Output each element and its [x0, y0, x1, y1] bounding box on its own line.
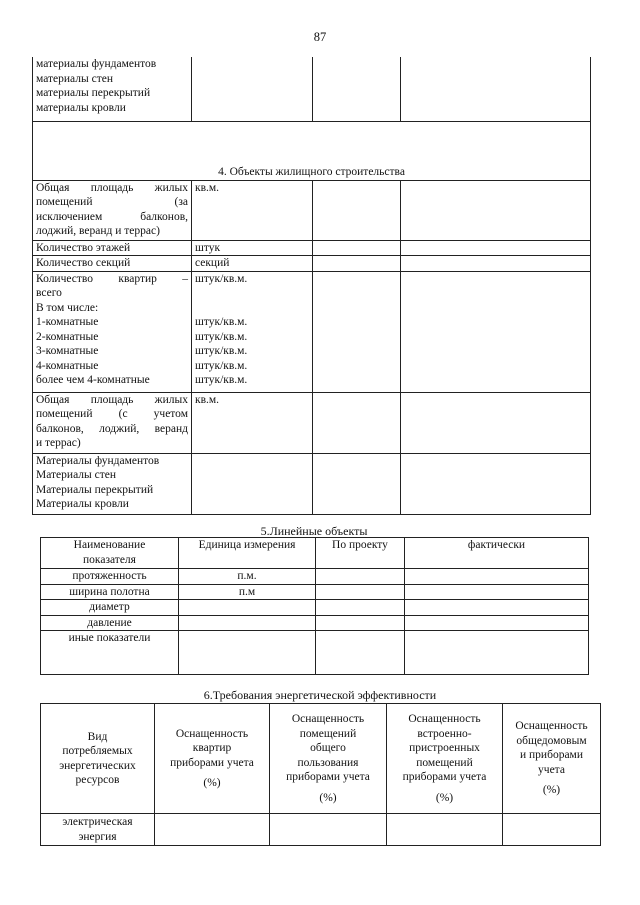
building-metering-header: Оснащенность общедомовым и приборами учета (%)	[503, 704, 601, 814]
floors-label: Количество этажей	[33, 240, 192, 256]
total-area-label: Общая площадь жилых помещений (за исключением балконов, лоджий, веранд и террас)	[33, 180, 192, 240]
indicator-header: Наименование показателя	[41, 538, 179, 569]
materials-lower-cell: материалы фундаментов материалы стен материалы перекрытий материалы кровли	[33, 57, 192, 121]
width-label: ширина полотна	[41, 584, 179, 600]
section-title-row	[33, 121, 591, 180]
table-row	[33, 392, 591, 453]
table-row	[41, 704, 601, 814]
energy-efficiency-table	[40, 703, 601, 846]
table-row	[41, 631, 589, 675]
width-unit: п.м	[179, 584, 316, 600]
length-unit: п.м.	[179, 569, 316, 585]
sections-unit: секций	[192, 256, 313, 272]
linear-objects-table	[40, 537, 589, 675]
table-row	[41, 538, 589, 569]
page-number: 87	[313, 30, 327, 44]
other-indicators-label: иные показатели	[41, 631, 179, 675]
length-label: протяженность	[41, 569, 179, 585]
apartments-units: штук/кв.м. штук/кв.м. штук/кв.м. штук/кв.м. штук/кв.м. штук/кв.м.	[192, 271, 313, 392]
residential-objects-table	[32, 57, 591, 515]
table-row	[41, 584, 589, 600]
floors-unit: штук	[192, 240, 313, 256]
electric-energy-label: электрическая энергия	[41, 814, 155, 846]
table-row	[33, 271, 591, 392]
built-in-premises-metering-header: Оснащенность встроенно- пристроенных помещений приборами учета (%)	[387, 704, 503, 814]
section-6-title: 6.Требования энергетической эффективности	[203, 688, 437, 702]
table-row	[41, 615, 589, 631]
common-areas-metering-header: Оснащенность помещений общего пользования приборами учета (%)	[270, 704, 387, 814]
table-row	[33, 240, 591, 256]
total-area-with-balconies-unit: кв.м.	[192, 392, 313, 453]
actual-header: фактически	[405, 538, 589, 569]
apartments-label: Количество квартир – всего В том числе: 1-комнатные 2-комнатные 3-комнатные 4-комнатные более чем 4-комнатные	[33, 271, 192, 392]
project-header: По проекту	[316, 538, 405, 569]
section-5-title: 5.Линейные объекты	[260, 524, 368, 538]
table-row	[41, 600, 589, 616]
table-row	[33, 180, 591, 240]
resource-type-header: Вид потребляемых энергетических ресурсов	[41, 704, 155, 814]
diameter-label: диаметр	[41, 600, 179, 616]
materials-cell: Материалы фундаментов Материалы стен Материалы перекрытий Материалы кровли	[33, 453, 192, 514]
total-area-unit: кв.м.	[192, 180, 313, 240]
table-row	[33, 57, 591, 121]
section-4-title: 4. Объекты жилищного строительства	[33, 121, 591, 180]
sections-label: Количество секций	[33, 256, 192, 272]
apartments-metering-header: Оснащенность квартир приборами учета (%)	[155, 704, 270, 814]
pressure-label: давление	[41, 615, 179, 631]
table-row	[41, 569, 589, 585]
table-row	[33, 256, 591, 272]
table-row	[41, 814, 601, 846]
unit-header: Единица измерения	[179, 538, 316, 569]
total-area-with-balconies-label: Общая площадь жилых помещений (с учетом балконов, лоджий, веранд и террас)	[33, 392, 192, 453]
table-row	[33, 453, 591, 514]
